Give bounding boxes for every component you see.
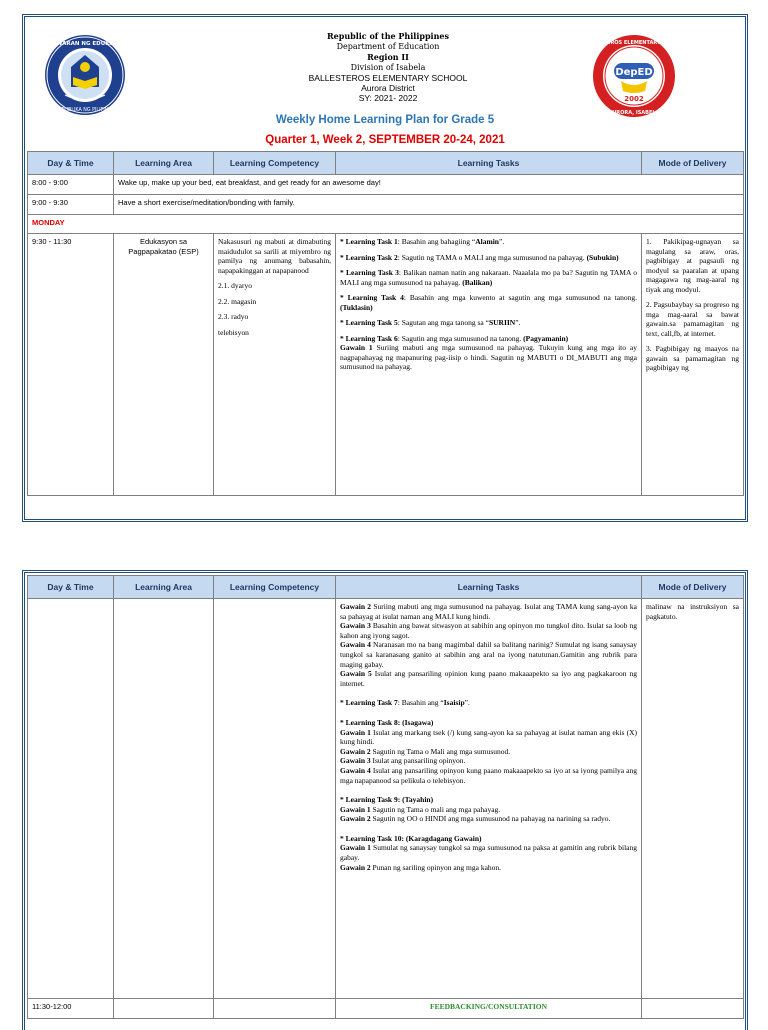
learning-task-6: * Learning Task 6: Sagutin ang mga sumusunod na tanong. (Pagyamanin) xyxy=(340,333,569,343)
region-line: Region II xyxy=(367,52,409,62)
competency-item: 2.1. dyaryo xyxy=(218,281,252,290)
table-row xyxy=(28,999,744,1019)
republic-line: Republic of the Philippines xyxy=(326,31,449,41)
mode-item: 1. Pakikipag-ugnayan sa magulang sa araw, oras, pagbibigay at pagsauli ng modyul sa paaralan at upang magagawa ng mag-aaral ng tiyak ang modyul. xyxy=(646,237,739,294)
gawain-2: Gawain 2 Sagutin ng Tama o Mali ang mga sumusunod. xyxy=(340,746,511,756)
gawain-5: Gawain 5 Isulat ang pansariling opinion kung paano makaaapekto sa iyo ang pagkakaroon ng internet. xyxy=(340,669,637,688)
svg-text:REPUBLIKA NG PILIPINAS: REPUBLIKA NG PILIPINAS xyxy=(55,108,115,113)
table-row xyxy=(28,234,744,496)
competency-cell xyxy=(214,599,336,999)
activity-cell: Wake up, make up your bed, eat breakfast, and get ready for an awesome day! xyxy=(114,175,744,195)
competency-cell xyxy=(214,999,336,1019)
school-badge-logo xyxy=(582,33,686,119)
table-row xyxy=(28,599,744,999)
svg-text:AURORA, ISABELA: AURORA, ISABELA xyxy=(608,110,660,116)
col-learning-tasks: Learning Tasks xyxy=(336,576,642,599)
learning-task-2: * Learning Task 2: Sagutin ng TAMA o MALI ang mga sumusunod na pahayag. (Subukin) xyxy=(340,252,619,262)
gawain-3: Gawain 3 Isulat ang pansariling opinyon. xyxy=(340,756,466,766)
col-day-time: Day & Time xyxy=(28,576,114,599)
gawain-2: Gawain 2 Suriing mabuti ang mga sumusunod na pahayag. Isulat ang TAMA kung sang-ayon ka sa pahayag at isulat naman ang MALI kung hindi. xyxy=(340,602,637,621)
svg-text:KAGAWARAN NG EDUKASYON: KAGAWARAN NG EDUKASYON xyxy=(39,41,131,47)
time-cell: 11:30-12:00 xyxy=(28,999,114,1019)
gawain-4: Gawain 4 Naranasan mo na bang magimbal dahil sa balitang narinig? Sumulat ng isang sanaysay tungkol sa karanasang ganito at sabihin ang aral na iyong natutunan.Gamitin ang rubrik para maging gabay. xyxy=(340,640,637,669)
tasks-cell xyxy=(336,599,642,999)
deped-seal-logo xyxy=(39,33,131,117)
plan-title: Weekly Home Learning Plan for Grade 5 xyxy=(275,114,495,126)
school-name: BALLESTEROS ELEMENTARY SCHOOL xyxy=(308,73,468,83)
competency-item: 2.3. radyo xyxy=(218,312,249,321)
tasks-cell xyxy=(336,234,642,496)
time-cell xyxy=(28,599,114,999)
time-cell: 9:30 - 11:30 xyxy=(28,234,114,496)
time-cell: 8:00 - 9:00 xyxy=(28,175,114,195)
document-page-1 xyxy=(22,14,748,522)
learning-task-5: * Learning Task 5: Sagutan ang mga tanong sa “SURIIN”. xyxy=(340,318,521,327)
division-line: Division of Isabela xyxy=(350,62,426,72)
table-row xyxy=(28,195,744,215)
competency-text: Nakasusuri ng mabuti at dimabuting maidudulot sa sarili at miyembro ng pamilya ng anumang babasahin, napapakinggan at napapanood xyxy=(218,237,331,275)
gawain-1: Gawain 1 Sagutin ng Tama o mali ang mga pahayag. xyxy=(340,804,501,814)
table-row xyxy=(28,175,744,195)
gawain-1: Gawain 1 Sumulat ng sanaysay tungkol sa mga sumusunod na paksa at gamitin ang rubrik bilang gabay. xyxy=(340,843,637,863)
gawain-1: Gawain 1 Isulat ang markang tsek (/) kung sang-ayon ka sa pahayag at isulat naman ang ekis (X) kung hindi. xyxy=(340,727,637,747)
department-line: Department of Education xyxy=(336,41,440,51)
col-mode-of-delivery: Mode of Delivery xyxy=(642,576,744,599)
learning-task-7: * Learning Task 7: Basahin ang “Isaisip”. xyxy=(340,698,470,708)
gawain-3: Gawain 3 Basahin ang bawat sitwasyon at sabihin ang opinyon mo tungkol dito. Isulat sa loob ng kahon ang iyong sagot. xyxy=(340,621,637,640)
activity-cell: Have a short exercise/meditation/bonding with family. xyxy=(114,195,744,215)
competency-item: telebisyon xyxy=(218,327,249,337)
competency-item: 2.2. magasin xyxy=(218,296,257,306)
competency-cell xyxy=(214,234,336,496)
letterhead-text xyxy=(205,31,571,103)
gawain-2: Gawain 2 Sagutin ng OO o HINDI ang mga sumusunod na pahayag na narining sa radyo. xyxy=(340,814,611,824)
gawain-2: Gawain 2 Punan ng sariling opinyon ang mga kahon. xyxy=(340,862,502,872)
learning-task-4: * Learning Task 4: Basahin ang mga kuwento at sagutin ang mga sumusunod na tanong. (Tuklasin) xyxy=(340,293,637,312)
learning-area-cell: Edukasyon sa Pagpapakatao (ESP) xyxy=(114,234,214,496)
learning-area-cell xyxy=(114,599,214,999)
learning-task-10: * Learning Task 10: (Karagdagang Gawain) xyxy=(340,833,482,843)
school-year: SY: 2021- 2022 xyxy=(358,93,418,103)
mode-cell xyxy=(642,234,744,496)
learning-plan-table xyxy=(27,151,744,496)
mode-cell xyxy=(642,999,744,1019)
document-page-2 xyxy=(22,570,748,1030)
learning-area-cell xyxy=(114,999,214,1019)
learning-task-8: * Learning Task 8: (Isagawa) xyxy=(340,717,434,727)
table-row xyxy=(28,215,744,234)
district-line: Aurora District xyxy=(361,83,415,93)
letterhead xyxy=(25,17,745,151)
gawain-4: Gawain 4 Isulat ang pansariling opinyon kung paano makaaapekto sa iyo at sa iyong pamilya ang mga napapanood sa pelikula o telebisyon. xyxy=(340,765,637,785)
quarter-week: Quarter 1, Week 2, SEPTEMBER 20-24, 2021 xyxy=(265,134,505,146)
table-header-row xyxy=(28,152,744,175)
col-day-time: Day & Time xyxy=(28,152,114,175)
learning-task-9: * Learning Task 9: (Tayahin) xyxy=(340,795,434,805)
mode-item: 3. Pagbibigay ng maayos na gawain sa pamamagitan ng pagbibigay ng xyxy=(646,344,739,372)
learning-task-1: * Learning Task 1: Basahin ang bahagiing “Alamin”. xyxy=(340,237,505,246)
feedback-label: FEEDBACKING/CONSULTATION xyxy=(336,999,642,1019)
col-learning-area: Learning Area xyxy=(114,576,214,599)
time-cell: 9:00 - 9:30 xyxy=(28,195,114,215)
mode-cell xyxy=(642,599,744,999)
mode-item: 2. Pagsubaybay sa progreso ng mga mag-aaral sa bawat gawain.sa pamamagitan ng text, call,fb, at internet. xyxy=(646,300,739,338)
col-learning-tasks: Learning Tasks xyxy=(336,152,642,175)
learning-task-3: * Learning Task 3: Balikan naman natin ang nakaraan. Naaalala mo pa ba? Sagutin ng TAMA o MALI ang mga sumusunod na pahayag. (Balikan) xyxy=(340,268,637,287)
col-learning-area: Learning Area xyxy=(114,152,214,175)
learning-plan-table-continued xyxy=(27,575,744,1019)
table-header-row xyxy=(28,576,744,599)
mode-item: malinaw na instruksiyon sa pagkatuto. xyxy=(646,602,739,621)
col-learning-competency: Learning Competency xyxy=(214,576,336,599)
svg-text:BALLESTEROS ELEMENTARY SCHOOL: BALLESTEROS ELEMENTARY SCHOOL xyxy=(582,40,686,46)
brand-mark: DepED xyxy=(615,67,653,78)
gawain-1: Gawain 1 Suriing mabuti ang mga sumusunod na pahayag. Tukuyin kung ang mga ito ay nagpapahayag ng mapanuring pag-iisip o hindi. Sagutin ng MABUTI o DI_MABUTI ang mga sumusunod na pahayag. xyxy=(340,343,637,371)
col-mode-of-delivery: Mode of Delivery xyxy=(642,152,744,175)
school-founding-year: 2002 xyxy=(624,95,644,103)
col-learning-competency: Learning Competency xyxy=(214,152,336,175)
day-label: MONDAY xyxy=(28,215,744,234)
